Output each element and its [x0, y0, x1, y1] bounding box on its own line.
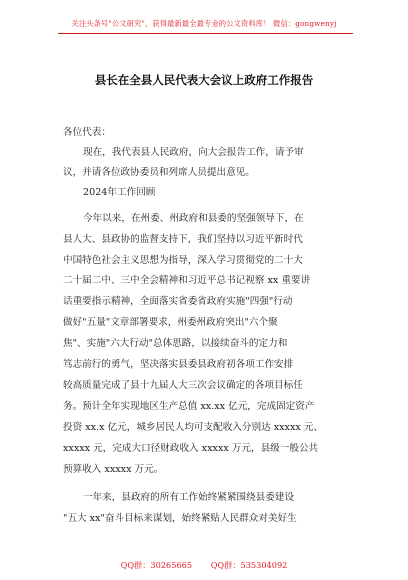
paragraph-line: 焦"、实施"六大行动"总体思路，以接续奋斗的定力和	[63, 338, 288, 349]
document-title: 县长在全县人民代表大会议上政府工作报告	[94, 73, 314, 87]
paragraph-line: 议，并请各位政协委员和列席人员提出意见。	[63, 167, 255, 178]
section-heading: 2024年工作回顾	[83, 187, 156, 198]
footer-contact	[0, 560, 408, 571]
paragraph-line: 笃志前行的勇气，坚决落实县委县政府初各项工作安排	[63, 359, 294, 370]
salutation: 各位代表：	[63, 127, 111, 138]
paragraph-line: 中国特色社会主义思想为指导，深入学习贯彻党的二十大	[63, 255, 303, 266]
qq-group-1: QQ群：30265665	[120, 560, 193, 570]
paragraph-line: 二十届二中、三中全会精神和习近平总书记视察 xx 重要讲	[63, 275, 311, 286]
paragraph-line: 现在，我代表县人民政府，向大会报告工作，请予审	[83, 147, 304, 158]
paragraph-line: 务。预计全年实现地区生产总值 xx.xx 亿元，完成固定资产	[63, 401, 315, 412]
paragraph-line: xxxxx 元，完成大口径财政收入 xxxxx 万元，县级一般公共	[63, 443, 319, 454]
paragraph-line: 今年以来，在州委、州政府和县委的坚强领导下，在	[83, 213, 304, 224]
header-divider	[58, 33, 353, 34]
paragraph-line: 县人大、县政协的监督支持下，我们坚持以习近平新时代	[63, 234, 303, 245]
paragraph-line: 投资 xx.x 亿元，城乡居民人均可支配收入分别达 xxxxx 元、	[63, 422, 324, 433]
promo-banner: 关注头条号"公文研究"，获得最新最全最专业的公文资料库！ 微信：gongwenyj	[71, 19, 337, 28]
paragraph-line: 一年来，县政府的所有工作始终紧紧围绕县委建设	[83, 492, 295, 503]
qq-group-2: QQ群：535304092	[210, 560, 288, 570]
paragraph-line: 预算收入 xxxxx 万元。	[63, 464, 164, 475]
paragraph-line: 做好"五量"文章部署要求，州委州政府突出"六个聚	[63, 317, 278, 328]
paragraph-line: 话重要指示精神，全面落实省委省政府实施"四强"行动	[63, 296, 293, 307]
paragraph-line: "五大 xx"奋斗目标来谋划，始终紧贴人民群众对美好生	[63, 513, 297, 524]
paragraph-line: 较高质量完成了县十九届人大三次会议确定的各项目标任	[63, 380, 303, 391]
